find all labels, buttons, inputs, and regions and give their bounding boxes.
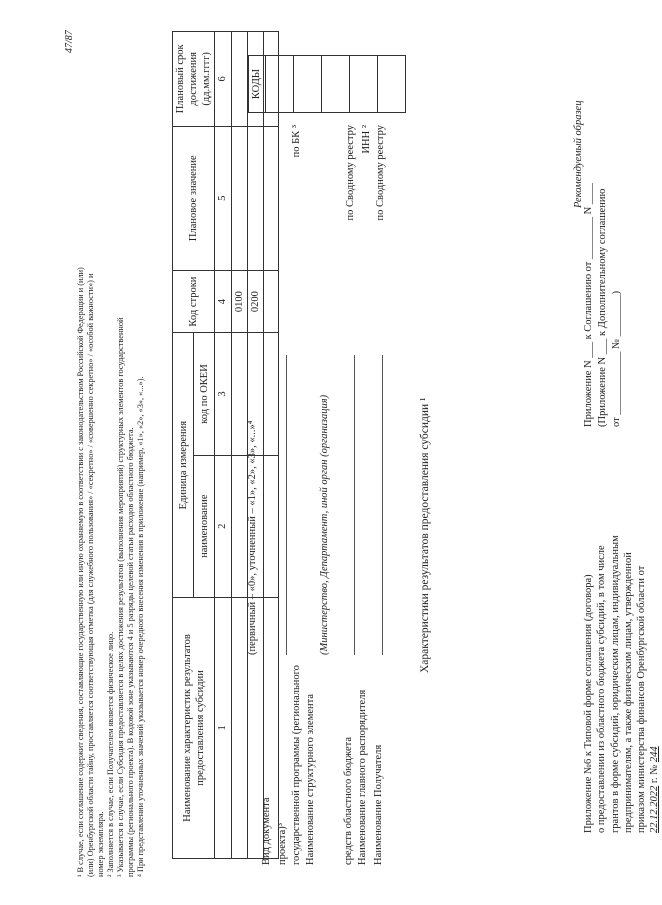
table-cell bbox=[263, 597, 278, 858]
col-number: 1 bbox=[215, 597, 231, 858]
footnote-line: программы (регионального проекта). В кодовой зоне указываются 4 и 5 разряды целевой статьи расходов областного бюджета. bbox=[126, 427, 135, 877]
table-row bbox=[231, 32, 247, 859]
footnote-line: (или) Оренбургской области тайну, проставляется соответствующая отметка (для служебного пользования» / «секретно» / «совершенно секретно» / «особой важности») и bbox=[86, 273, 95, 877]
bk-label: по БК ³ bbox=[291, 125, 302, 158]
footnotes bbox=[76, 19, 146, 877]
row-code-cell: 0100 bbox=[231, 270, 247, 333]
order-number: 244 bbox=[649, 746, 661, 763]
footnote-line: номер экземпляра. bbox=[96, 811, 105, 877]
table-row bbox=[263, 32, 278, 859]
row-code-cell: 0200 bbox=[247, 270, 263, 333]
col-header-unit-name: наименование bbox=[194, 455, 215, 597]
table-cell bbox=[263, 270, 278, 333]
col-header-row-code: Код строки bbox=[173, 270, 215, 333]
header-line: предпринимателям, а также физическим лицам, утвержденной bbox=[622, 552, 634, 833]
doc-type-value: (первичный – «0», уточненный – «1», «2», «3», «...»⁴ bbox=[247, 420, 258, 655]
order-mid: г. № bbox=[649, 764, 661, 784]
table-cell bbox=[263, 126, 278, 270]
results-table bbox=[172, 31, 279, 859]
attachment-line-3: от ____________ № ________) bbox=[611, 290, 622, 427]
form-title: Характеристики результатов предоставления субсидии ¹ bbox=[419, 397, 431, 673]
col-header-unit-okei: код по ОКЕИ bbox=[194, 333, 215, 455]
codes-cell bbox=[349, 56, 377, 112]
col-number: 3 bbox=[215, 333, 231, 455]
chief-admin-underline bbox=[354, 355, 355, 655]
col-header-plan-date: Плановый срок достижения (дд.мм.гггг) bbox=[173, 32, 215, 127]
table-cell bbox=[247, 455, 263, 597]
header-line: о предоставлении из областного бюджета субсидий, в том числе bbox=[596, 545, 608, 833]
struct-label-3: проекта)³ bbox=[277, 823, 288, 865]
table-cell bbox=[247, 333, 263, 455]
attachment-line-1: Приложение N ___ к Соглашению от ________ N ____ bbox=[583, 183, 594, 427]
svod-registry-label-1: по Сводному реестру bbox=[375, 125, 386, 221]
table-row bbox=[247, 32, 263, 859]
header-line: приказом министерства финансов Оренбургской области от bbox=[636, 565, 648, 833]
col-header-unit: Единица измерения bbox=[173, 333, 194, 597]
header-line: Приложение №6 к Типовой форме соглашения (договора) bbox=[583, 574, 594, 833]
footnote-line: ⁴ При представлении уточненных значений указывается номер очередного внесения изменения в приложение (например, «1», «2», «3», «...»). bbox=[136, 376, 145, 877]
table-cell bbox=[231, 126, 247, 270]
chief-admin-label-1: Наименование главного распорядителя bbox=[357, 689, 368, 865]
table-cell bbox=[247, 597, 263, 858]
order-line bbox=[648, 473, 661, 833]
col-header-plan-value: Плановое значение bbox=[173, 126, 215, 270]
chief-admin-label-2: средств областного бюджета bbox=[343, 736, 354, 865]
col-number: 5 bbox=[215, 126, 231, 270]
attachment-reference bbox=[582, 147, 624, 427]
svod-registry-label-2: по Сводному реестру bbox=[345, 125, 356, 221]
codes-cell bbox=[377, 56, 405, 112]
footnote-line: ² Заполняется в случае, если Получателем является физическое лицо. bbox=[106, 631, 115, 877]
col-number: 6 bbox=[215, 32, 231, 127]
col-number: 4 bbox=[215, 270, 231, 333]
table-cell bbox=[231, 32, 247, 127]
header-line: грантов в форме субсидий, юридическим лицам, индивидуальным bbox=[609, 535, 621, 833]
table-cell bbox=[247, 126, 263, 270]
appendix-header bbox=[582, 473, 662, 833]
codes-cell bbox=[321, 56, 349, 112]
page-number: 47/87 bbox=[64, 30, 75, 53]
order-date: 22.12.2022 bbox=[649, 785, 661, 833]
struct-label-1: Наименование структурного элемента bbox=[305, 694, 316, 865]
codes-header: КОДЫ bbox=[251, 68, 262, 100]
doc-type-label: Вид документа bbox=[261, 797, 272, 865]
attachment-line-2: (Приложение N ___ к Дополнительному соглашению bbox=[597, 188, 608, 427]
struct-underline bbox=[286, 355, 287, 655]
col-number: 2 bbox=[215, 455, 231, 597]
codes-cell bbox=[293, 56, 321, 112]
col-header-name: Наименование характеристик результатов предоставления субсидии bbox=[173, 597, 215, 858]
inn-label: ИНН ² bbox=[361, 125, 372, 154]
recipient-label: Наименование Получателя bbox=[373, 744, 384, 865]
table-cell bbox=[263, 32, 278, 127]
ministry-note: (Министерство, Департамент, иной орган (организация) bbox=[319, 394, 330, 655]
table-cell bbox=[231, 333, 247, 455]
recipient-underline bbox=[382, 355, 383, 655]
footnote-line: ¹ В случае, если соглашение содержит сведения, составляющие государственную или иную охраняемую в соответствии с законодательством Российской Федерации и (или) bbox=[76, 267, 85, 877]
table-cell bbox=[263, 455, 278, 597]
struct-label-2: государственной программы (регионального bbox=[291, 665, 302, 865]
recommended-sample-label: Рекомендуемый образец bbox=[573, 100, 584, 208]
table-cell bbox=[231, 597, 247, 858]
table-cell bbox=[231, 455, 247, 597]
table-cell bbox=[263, 333, 278, 455]
footnote-line: ³ Указывается в случае, если Субсидия предоставляется в целях достижения результатов (выполнения мероприятий) структурных элементов государственной bbox=[116, 317, 125, 877]
table-cell bbox=[247, 32, 263, 127]
